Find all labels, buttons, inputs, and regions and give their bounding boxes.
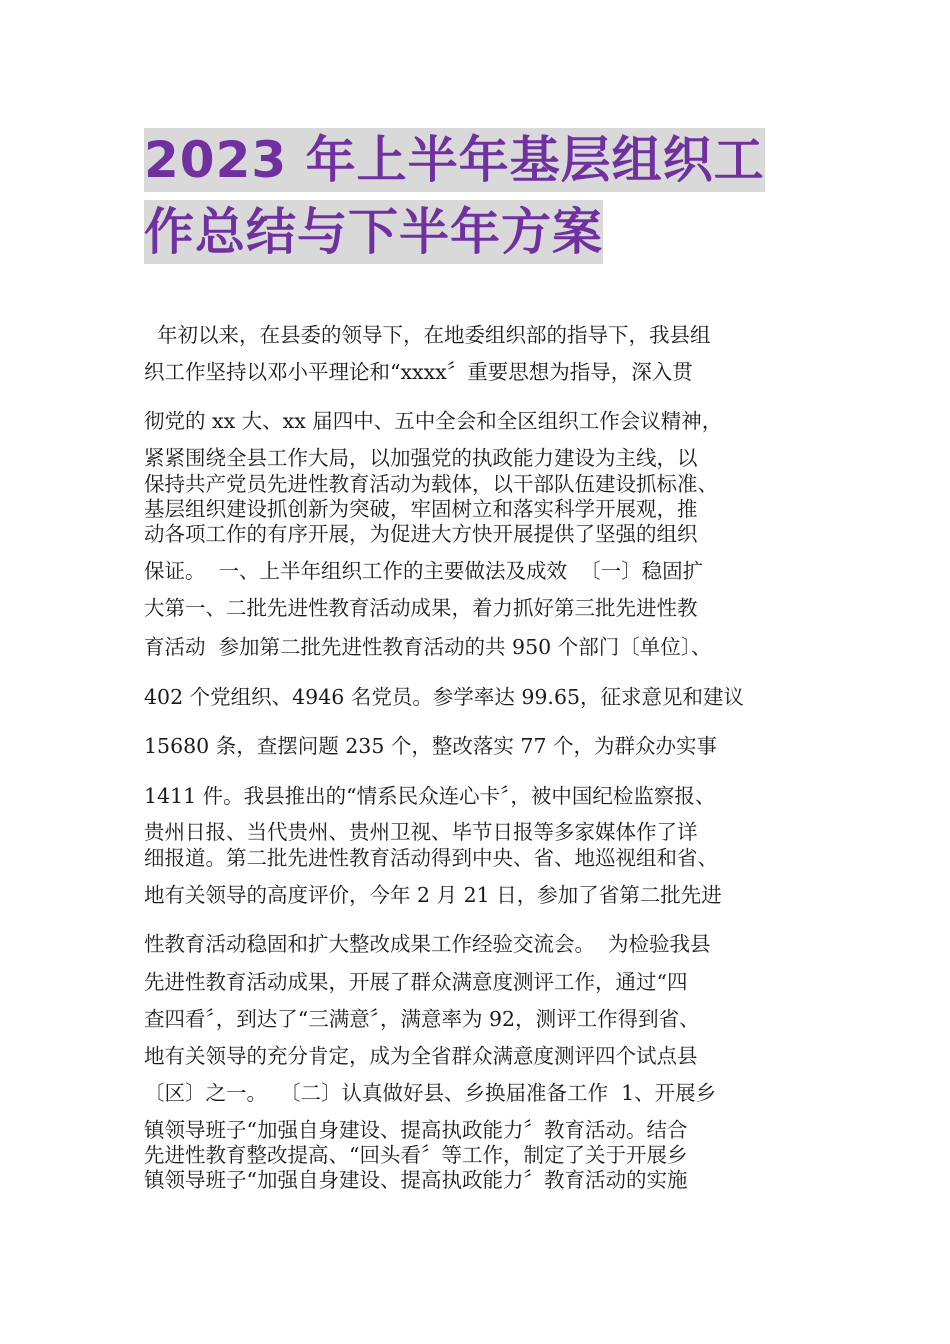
- body-line: 彻党的 xx 大、xx 届四中、五中全会和全区组织工作会议精神，: [144, 409, 723, 433]
- body-line: 镇领导班子“加强自身建设、提高执政能力〞教育活动。结合: [144, 1118, 688, 1142]
- body-line: 保证。 一、上半年组织工作的主要做法及成效 〔一〕稳固扩: [144, 559, 704, 583]
- body-line: 育活动 参加第二批先进性教育活动的共 950 个部门〔单位〕、: [144, 635, 712, 659]
- body-line: 大第一、二批先进性教育活动成果，着力抓好第三批先进性教: [144, 596, 698, 620]
- body-line: 保持共产党员先进性教育活动为载体，以干部队伍建设抓标准、: [144, 472, 718, 496]
- body-line: 402 个党组织、4946 名党员。参学率达 99.65，征求意见和建议: [144, 685, 745, 709]
- body-line: 地有关领导的高度评价，今年 2 月 21 日，参加了省第二批先进: [144, 883, 722, 907]
- body-line: 织工作坚持以邓小平理论和“xxxx〞重要思想为指导，深入贯: [144, 360, 693, 384]
- body-line: 1411 件。我县推出的“情系民众连心卡〞，被中国纪检监察报、: [144, 784, 716, 808]
- body-line: 年初以来，在县委的领导下，在地委组织部的指导下，我县组: [144, 323, 711, 347]
- body-line: 基层组织建设抓创新为突破，牢固树立和落实科学开展观，推: [144, 497, 698, 521]
- body-line: 镇领导班子“加强自身建设、提高执政能力〞教育活动的实施: [144, 1168, 688, 1192]
- body-line: 查四看〞，到达了“三满意〞，满意率为 92，测评工作得到省、: [144, 1007, 700, 1031]
- body-line: 地有关领导的充分肯定，成为全省群众满意度测评四个试点县: [144, 1044, 698, 1068]
- document-title-line-2: 作总结与下半年方案: [144, 200, 603, 264]
- body-line: 15680 条，查摆问题 235 个，整改落实 77 个，为群众办实事: [144, 734, 718, 758]
- body-line: 紧紧围绕全县工作大局，以加强党的执政能力建设为主线，以: [144, 446, 698, 470]
- body-line: 先进性教育活动成果，开展了群众满意度测评工作，通过“四: [144, 970, 688, 994]
- document-title-line-1: 2023 年上半年基层组织工: [144, 128, 765, 192]
- body-line: 先进性教育整改提高、“回头看〞等工作，制定了关于开展乡: [144, 1143, 688, 1167]
- body-line: 〔区〕之一。 〔二〕认真做好县、乡换届准备工作 1、开展乡: [144, 1081, 717, 1105]
- body-line: 动各项工作的有序开展，为促进大方快开展提供了坚强的组织: [144, 522, 698, 546]
- body-line: 性教育活动稳固和扩大整改成果工作经验交流会。 为检验我县: [144, 932, 711, 956]
- body-line: 贵州日报、当代贵州、贵州卫视、毕节日报等多家媒体作了详: [144, 820, 698, 844]
- body-line: 细报道。第二批先进性教育活动得到中央、省、地巡视组和省、: [144, 846, 718, 870]
